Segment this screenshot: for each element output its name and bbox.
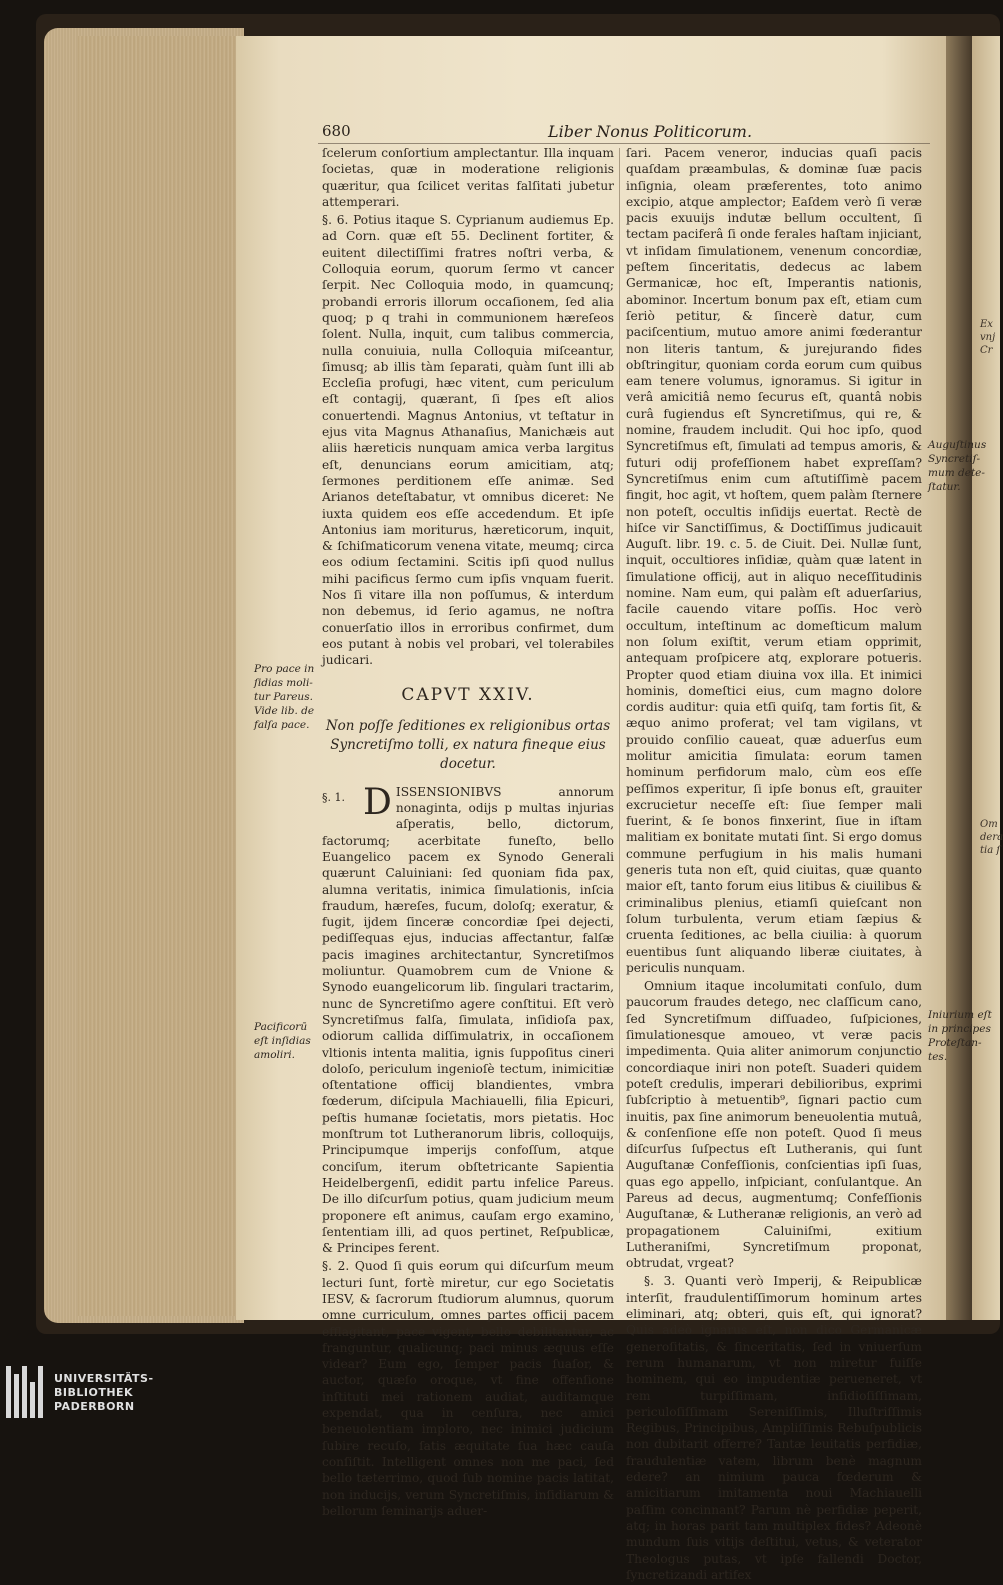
paragraph-1	[322, 781, 614, 1257]
margin-note-pro-pace: Pro pace in ſidias moli- tur Pareus. Vide lib. de falſa pace.	[254, 663, 315, 731]
running-title: Liber Nonus Politicorum.	[548, 122, 753, 141]
page-number: 680	[322, 122, 351, 140]
paragraph-1-text: ISSENSIONIBVS annorum nonaginta, odijs p multas injurias aſperatis, bello, dictorum, factorumq; acerbitate funeſto, bello Euangelico pacem ex Synodo Generali quærunt Caluiniani: ſed quoniam fida pax, alumna veritatis, inimica ſimulationis, inſcia fraudum, hæreſes, fucum, doloſq; exeratur, & fugit, ijdem ſinceræ concordiæ ſpei dejecti, pediſſequas ejus, inducias affectantur, falſæ pacis imagines architectantur, Syncretiſmos moliuntur. Quamobrem cum de Vnione & Synodo euangelicorum lib. ſingulari tractarim, nunc de Syncretiſmo agere conſtitui. Eſt verò Syncretiſmus falſa, ſimulata, inſidioſa pax, odiorum callida diſſimulatrix, in occaſionem vltionis intenta malitia, ignis ſuppoſitus cineri doloſo, periculum ingenioſè tectum, inimicitiæ oſtentatione officij blandientes, vmbra fœderum, diſcipula Machiauelli, filia Epicuri, peſtis humanæ ſocietatis, mors pietatis. Hoc monſtrum tot Lutheranorum libris, colloquijs, Principumque imperijs confoſſum, atque conciſum, iterum obſtetricante Sapientia Heidelbergenſi, edidit partu infelice Pareus. De illo diſcurſum potius, quam judicium meum proponere eſt animus, cauſam ergo examino, ſententiam illi, ad quos pertinet, Reſpublicæ, & Principes ferent.	[322, 784, 614, 1256]
opening-paragraph: ſcelerum conſortium amplectantur. Illa inquam ſocietas, quæ in moderatione religionis quæritur, qua ſcilicet veritas falſitati jubetur attemperari.	[322, 146, 614, 209]
right-page-sliver	[972, 36, 1000, 1320]
paragraph-1-marker: §. 1.	[322, 790, 345, 804]
paragraph-omnium: Omnium itaque incolumitati conſulo, dum paucorum fraudes detego, nec claſſicum cano, ſed Syncretiſmum diſſuadeo, ſuſpiciones, ſimulationesque amoueo, vt veræ pacis impedimenta. Quia aliter animorum conjunctio concordiaque iniri non poteſt. Suaderi quidem poteſt credulis, imperari debilioribus, exprimi ſubſcriptio à metuentib⁹, ſignari pactio cum inuitis, pax ſine animorum beneuolentia mutuâ, & conſenſione eſſe non poteſt. Quod ſi meus diſcurſus ſuſpectus eſt Lutheranis, qui ſunt Auguſtanæ Confeſſionis, conſcientias ipſi ſuas, quas ego appello, inſpiciant, conſulantque. An Pareus ad decus, augmentumq; Confeſſionis Auguſtanæ, & Lutheranæ religionis, an verò ad propagationem Caluiniſmi, exitium Lutheraniſmi, Syncretiſmum proponat, obtrudat, vrgeat?	[626, 979, 922, 1271]
library-logo-line-2: BIBLIOTHEK	[54, 1386, 134, 1399]
paragraph-continuation: ſari. Pacem veneror, inducias quaſi pacis quaſdam præambulas, & dominæ ſuæ pacis inſignia, oleam præferentes, toto animo excipio, atque amplector; Eaſdem verò ſi veræ pacis exuuijs indutæ bellum occultent, ſi tectam paciferâ ſi onde ferales haſtam injiciant, vt inſidam ſimulationem, venenum concordiæ, peſtem ſinceritatis, dedecus ac labem Germanicæ, hoc eſt, Imperantis nationis, abominor. Incertum bonum pax eſt, etiam cum ſeriò petitur, & ſincerè datur, cum paciſcentium, mutuo amore animi fœderantur non literis tantum, & jurejurando fides obſtringitur, quoniam corda eorum cum quibus eam tenere volumus, ignoramus. Si igitur in verâ amicitiâ nemo ſecurus eſt, quantâ nobis curâ fugiendus eſt Syncretiſmus, qui re, & nomine, fraudem includit. Qui hoc ipſo, quod Syncretiſmus eſt, ſimulati ad tempus amoris, & futuri odij profeſſionem habet expreſſam? Syncretiſmus enim cum aſtutiſſimè pacem fingit, hoc agit, vt hoſtem, quem palàm ſternere non poteſt, occultis inſidijs euertat. Rectè de hiſce vir Sanctiſſimus, & Doctiſſimus judicauit Auguſt. libr. 19. c. 5. de Ciuit. Dei. Nullæ ſunt, inquit, occultiores inſidiæ, quàm quæ latent in ſimulatione officij, aut in aliquo neceſſitudinis nomine. Nam eum, qui palàm eſt aduerſarius, facile cauendo vitare poſſis. Hoc verò occultum, inteſtinum ac domeſticum malum non ſolum exiſtit, verum etiam opprimit, antequam proſpicere atq, explorare potueris. Propter quod etiam diuina vox illa. Et inimici hominis, domeſtici eius, cum magno dolore cordis auditur: quia etſi quiſq, tam fortis ſit, & æquo animo proferat; vel tam vigilans, vt prouido conſilio caueat, quæ aduerſus eum molitur amicitia ſimulata: eorum tamen hominum perfidorum malo, cùm eos eſſe peſſimos experitur, ſi ipſe bonus eſt, grauiter excrucietur neceſſe eſt: ſiue ſemper mali fuerint, & ſe bonos finxerint, ſiue in iſtam malitiam ex bonitate mutati ſint. Si ergo domus commune perfugium in his malis humani generis tuta non eſt, quid ciuitas, quæ quanto maior eſt, tanto forum eius litibus & ciuilibus & criminalibus plenius, etiamſi quieſcant non ſolum turbulenta, verum etiam ſæpius & cruenta ſeditiones, ac bella ciuilia: à quorum euentibus ſunt aliquando liberæ ciuitates, à periculis nunquam.	[626, 146, 922, 975]
margin-note-iniurium: Iniurium eſt in principes Proteſtan- tes.	[928, 1009, 992, 1063]
right-page-fragment-top: Ex vnj Cr	[980, 319, 996, 356]
library-logo	[0, 1364, 240, 1423]
library-logo-line-3: PADERBORN	[54, 1400, 135, 1413]
paragraph-2: §. 2. Quod ſi quis eorum qui diſcurſum meum lecturi ſunt, fortè miretur, cur ego Societatis IESV, & ſacrorum ſtudiorum alumnus, quorum omne curriculum, omnes partes officij pacem efflagitant, pace vigent, bello debilitantur, ac franguntur, qualicunq; paci minus æquus eſſe videar? Eum ego, ſemper pacis ſuaſor, & auctor, quæſo oroque, vt fine offenſione inſtituti mei rationem audiat, auditamque expendat, qua in cenſura, nec amici beneuolentiam imploro, nec inimici judicium ſubire recuſo, ſatis æquitate ſua hæc cauſa conſiſtit. Intelligent omnes non me paci, ſed bello tæterrimo, quod ſub nomine pacis latitat, non inducijs, verum Syncretiſmis, inſidiarum & bellorum ſeminarijs aduer-	[322, 1259, 614, 1518]
left-column	[322, 145, 614, 1521]
library-logo-line-1: UNIVERSITÄTS-	[54, 1372, 154, 1385]
paragraph-6: §. 6. Potius itaque S. Cyprianum audiemus Ep. ad Corn. quæ eſt 55. Declinent fortiter, & euitent dilectiſſimi fratres noſtri verba, & Colloquia eorum, quorum ſermo vt cancer ſerpit. Nec Colloquia modo, in quamcunq; probandi erroris illorum occaſionem, ſed alia quoq; p q trahi in communionem hæreſeos ſolent. Nulla, inquit, cum talibus commercia, nulla conuiuia, nulla Colloquia miſceantur, ſimusq; ab illis tàm ſeparati, quàm ſunt illi ab Eccleſia profugi, hæc vitent, cum periculum eſt contagij, quærant, ſi ſpes eſt alios conuertendi. Magnus Antonius, vt teſtatur in ejus vita Magnus Athanaſius, Manichæis aut aliis hæreticis nunquam amica verba largitus eſt, denuncians eorum amicitiam, atq; ſermones perditionem eſſe animæ. Sed Arianos deteſtabatur, vt omnibus diceret: Ne iuxta quidem eos eſſe accedendum. Et ipſe Antonius iam moriturus, hæreticorum, inquit, & ſchiſmaticorum venena vitate, meumq; circa eos odium ſectamini. Scitis ipſi quod nullus mihi pacificus ſermo cum ipſis vnquam fuerit. Nos ſi vitare illa non poſſumus, & interdum non debemus, id ſerio agamus, ne noſtra conuerſatio illos in erroribus confirmet, dum eos putant à nobis vel probari, vel tolerabiles judicari.	[322, 213, 614, 668]
chapter-heading: CAPVT XXIV.	[401, 684, 535, 705]
margin-note-pacificorum: Pacificorū eſt inſidias amoliri.	[254, 1021, 311, 1061]
page-edges-inner	[78, 36, 240, 1316]
right-column	[626, 145, 922, 1585]
chapter-summary: Non poſſe ſeditiones ex religionibus ortas Syncretiſmo tolli, ex natura fineque eius docetur.	[325, 717, 611, 772]
margin-note-augustinus: Auguſtinus Syncretiſ- mum dete- ſtatur.	[928, 439, 987, 493]
column-rule	[619, 148, 620, 1213]
right-page-fragment-bottom: Om dera tia ſ	[980, 819, 1003, 856]
drop-cap: D	[363, 781, 392, 823]
library-logo-icon	[6, 1366, 46, 1418]
paragraph-3: §. 3. Quanti verò Imperij, & Reipublicæ interſit, fraudulentiſſimorum hominum artes eliminari, atq; obteri, quis eſt, qui ignorat? Quis adeò ignarus eſt, non dico Germanicæ generoſitatis, & ſinceritatis, ſed in vniuerſum rerum humanarum, vt non miretur fuiſſe hominem, qui eo impudentiæ perueneret, vt rem turpiſſimam, inſidioſiſſimam, periculoſiſſimam Sereniſſimis, Illuſtriſſimis Regibus, Principibus, Ampliſſimis Rebuſpublicis non dubitarit offerre? Tantæ leuitatis perfidiæ, fraudulentiæ vatem, librum benè magnum edere? an nimium pauca fœderum & amicitiarum imitamenta noui Machiauelli paſſim concinnant? Parum nè perfidiæ peperit, atq; in horas parit tam multiplex fides? Adeonè mundum ſuis vitijs deſtitui, vetus, & veterator Theologus putas, vt ipſe fallendi Doctor, ſyncretizandi artifex	[626, 1274, 922, 1582]
header-rule	[318, 143, 930, 144]
